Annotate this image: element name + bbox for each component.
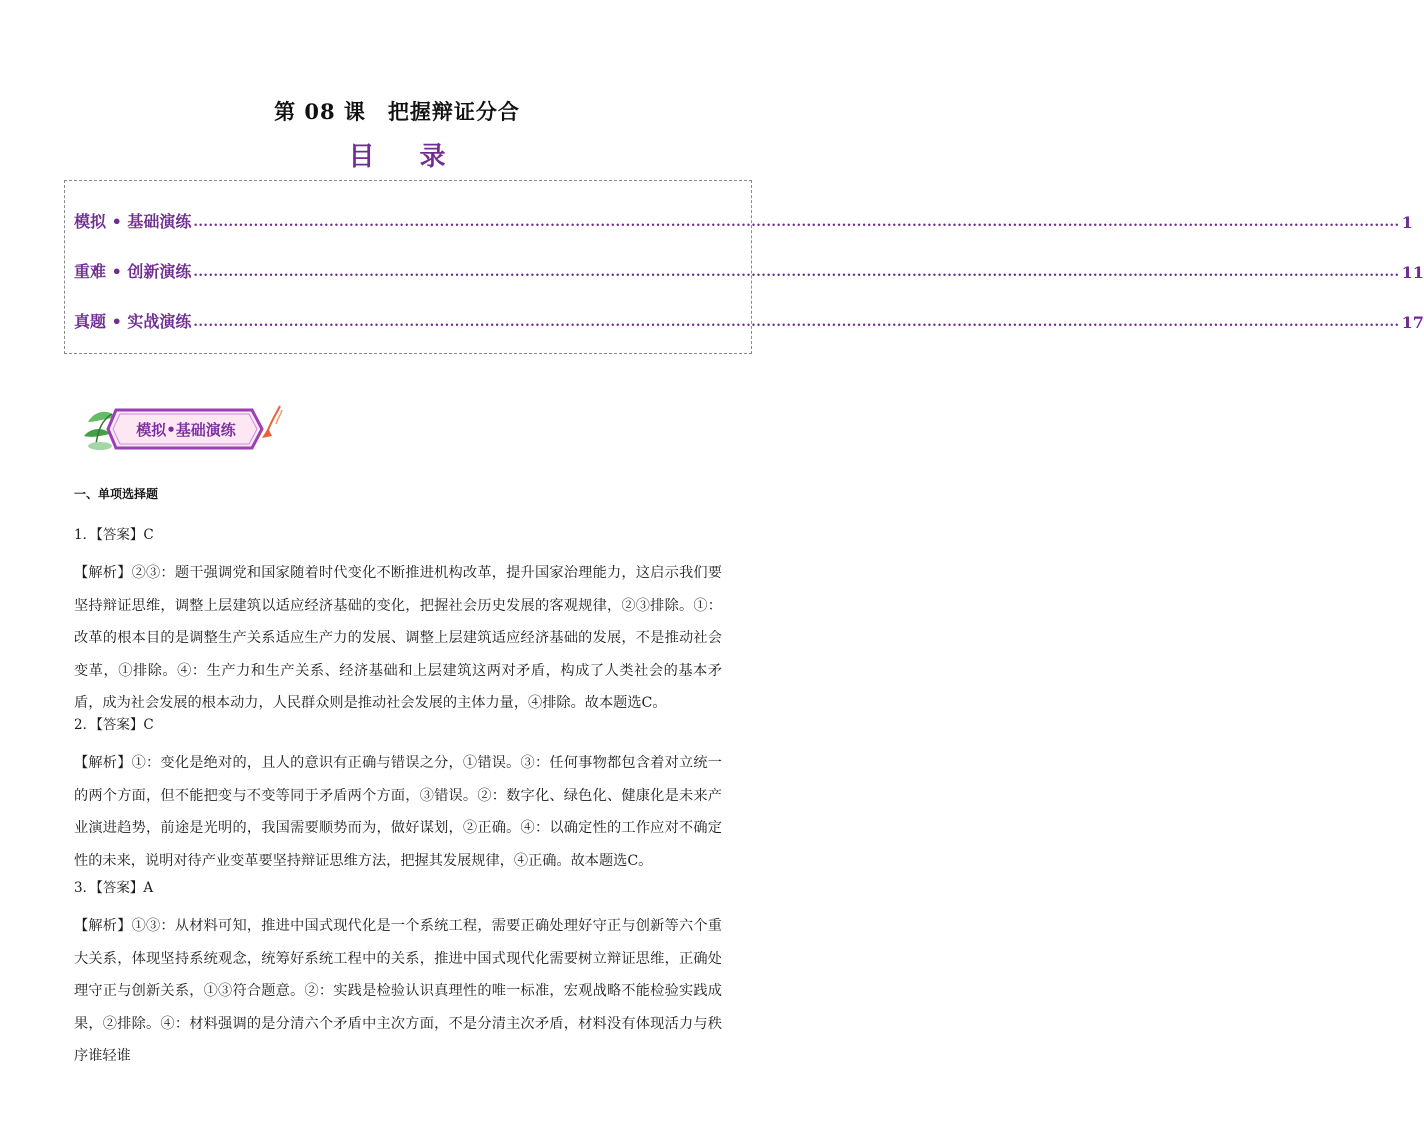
toc-entry-innovation[interactable]	[74, 258, 1424, 282]
toc-leader-dots	[193, 264, 1399, 282]
table-of-contents	[64, 180, 1424, 354]
section-banner	[82, 400, 282, 458]
section-heading: 一、单项选择题	[74, 487, 159, 501]
banner-graphic	[82, 400, 282, 458]
toc-entry-page: 17	[1401, 313, 1424, 332]
toc-entry-page: 11	[1401, 263, 1424, 282]
analysis-paragraph: 【解析】①③：从材料可知，推进中国式现代化是一个系统工程，需要正确处理好守正与创新等六个重大关系，体现坚持系统观念，统筹好系统工程中的关系，推进中国式现代化需要树立辩证思维，正确处理守正与创新关系，①③符合题意。②：实践是检验认识真理性的唯一标准，宏观战略不能检验实践成果，②排除。④：材料强调的是分清六个矛盾中主次方面，不是分清主次矛盾，材料没有体现活力与秩序谁轻谁	[74, 918, 722, 1064]
toc-entry-label: 模拟 • 基础演练	[74, 212, 192, 231]
toc-entry-basic[interactable]	[74, 208, 1413, 232]
lesson-title: 第 08 课 把握辩证分合	[274, 99, 520, 124]
answer-line: 2．【答案】C	[74, 717, 154, 733]
toc-entry-real-exam[interactable]	[74, 308, 1424, 332]
toc-leader-dots	[193, 214, 1399, 232]
arrow-icon	[262, 406, 282, 438]
toc-heading: 目 录	[348, 142, 464, 172]
banner-label: 模拟•基础演练	[136, 421, 236, 439]
answer-line: 3．【答案】A	[74, 880, 154, 896]
toc-leader-dots	[193, 314, 1399, 332]
answer-line: 1．【答案】C	[74, 527, 154, 543]
toc-entry-label: 真题 • 实战演练	[74, 312, 192, 331]
toc-entry-label: 重难 • 创新演练	[74, 262, 192, 281]
toc-entry-page: 1	[1401, 213, 1413, 232]
analysis-paragraph: 【解析】②③：题干强调党和国家随着时代变化不断推进机构改革，提升国家治理能力，这启示我们要坚持辩证思维，调整上层建筑以适应经济基础的变化，把握社会历史发展的客观规律，②③排除。①：改革的根本目的是调整生产关系适应生产力的发展、调整上层建筑适应经济基础的发展，不是推动社会变革，①排除。④：生产力和生产关系、经济基础和上层建筑这两对矛盾，构成了人类社会的基本矛盾，成为社会发展的根本动力，人民群众则是推动社会发展的主体力量，④排除。故本题选C。	[74, 565, 722, 711]
analysis-paragraph: 【解析】①：变化是绝对的，且人的意识有正确与错误之分，①错误。③：任何事物都包含着对立统一的两个方面，但不能把变与不变等同于矛盾两个方面，③错误。②：数字化、绿色化、健康化是未来产业演进趋势，前途是光明的，我国需要顺势而为，做好谋划，②正确。④：以确定性的工作应对不确定性的未来，说明对待产业变革要坚持辩证思维方法，把握其发展规律，④正确。故本题选C。	[74, 755, 722, 869]
